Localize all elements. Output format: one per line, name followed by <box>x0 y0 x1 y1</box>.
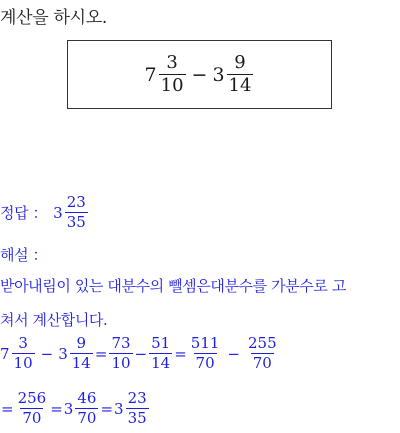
step2-i-numerator: 23 <box>127 389 147 407</box>
answer-label: 정답 ： <box>0 204 48 222</box>
step2-h-whole: 3 <box>63 399 74 418</box>
step1-c-numerator: 73 <box>111 334 131 352</box>
step1-c-fraction <box>109 336 132 371</box>
expr-a-denominator: 10 <box>160 75 184 96</box>
step1-equals-1: = <box>94 344 108 363</box>
step1-f-fraction <box>246 336 279 371</box>
explanation-line-2: 쳐서 계산합니다. <box>0 311 108 329</box>
expr-a-numerator: 3 <box>166 52 178 73</box>
answer-fraction <box>65 195 88 230</box>
step1-equals-2: = <box>174 344 187 363</box>
answer-row <box>0 195 89 230</box>
step1-e-fraction <box>189 336 222 371</box>
step1-b-whole: 3 <box>58 344 68 363</box>
expr-a-fraction <box>159 54 186 95</box>
step1-f-denominator: 70 <box>252 354 272 372</box>
step2-g-denominator: 70 <box>22 409 42 427</box>
question-text: 계산을 하시오. <box>0 8 107 28</box>
step1-a-numerator: 3 <box>18 334 28 352</box>
step1-a-whole: 7 <box>0 344 10 363</box>
step1-d-fraction <box>149 336 172 371</box>
step2-i-fraction <box>126 391 149 426</box>
step1-b-numerator: 9 <box>76 334 87 352</box>
expr-a-whole: 7 <box>144 63 157 86</box>
answer-numerator: 23 <box>66 193 86 211</box>
step1-minus-2: − <box>134 344 148 363</box>
step2-g-numerator: 256 <box>17 389 47 407</box>
step2-g-fraction <box>16 391 49 426</box>
expr-b-whole: 3 <box>212 63 225 86</box>
answer-whole: 3 <box>53 203 63 222</box>
answer-denominator: 35 <box>66 213 86 231</box>
expression-box <box>67 40 332 109</box>
expr-b-numerator: 9 <box>234 52 246 73</box>
step1-a-denominator: 10 <box>13 354 33 372</box>
step2-equals-2: = <box>50 399 63 418</box>
step2-i-denominator: 35 <box>127 409 147 427</box>
step1-b-fraction <box>70 336 93 371</box>
step2-equals-3: = <box>100 399 114 418</box>
step1-e-numerator: 511 <box>190 334 220 352</box>
explanation-label: 해설 ： <box>0 246 48 264</box>
explanation-line-1: 받아내림이 있는 대분수의 뺄셈은대분수를 가분수로 고 <box>0 277 346 295</box>
solution-step-2 <box>0 391 150 426</box>
step1-minus-3: − <box>227 344 240 363</box>
solution-step-1 <box>0 336 280 371</box>
step1-b-denominator: 14 <box>71 354 91 372</box>
step1-minus-1: − <box>40 344 54 363</box>
step1-d-denominator: 14 <box>151 354 171 372</box>
step2-h-denominator: 70 <box>77 409 97 427</box>
step2-h-numerator: 46 <box>77 389 97 407</box>
step1-a-fraction <box>12 336 35 371</box>
step2-h-fraction <box>75 391 98 426</box>
step1-d-numerator: 51 <box>151 334 171 352</box>
expression <box>145 54 255 95</box>
step1-e-denominator: 70 <box>195 354 215 372</box>
expr-b-denominator: 14 <box>228 75 252 96</box>
step2-i-whole: 3 <box>114 399 124 418</box>
expr-b-fraction <box>227 54 254 95</box>
step1-c-denominator: 10 <box>111 354 131 372</box>
step2-equals-1: = <box>1 399 14 418</box>
expr-operator: − <box>191 63 208 86</box>
step1-f-numerator: 255 <box>248 334 277 352</box>
